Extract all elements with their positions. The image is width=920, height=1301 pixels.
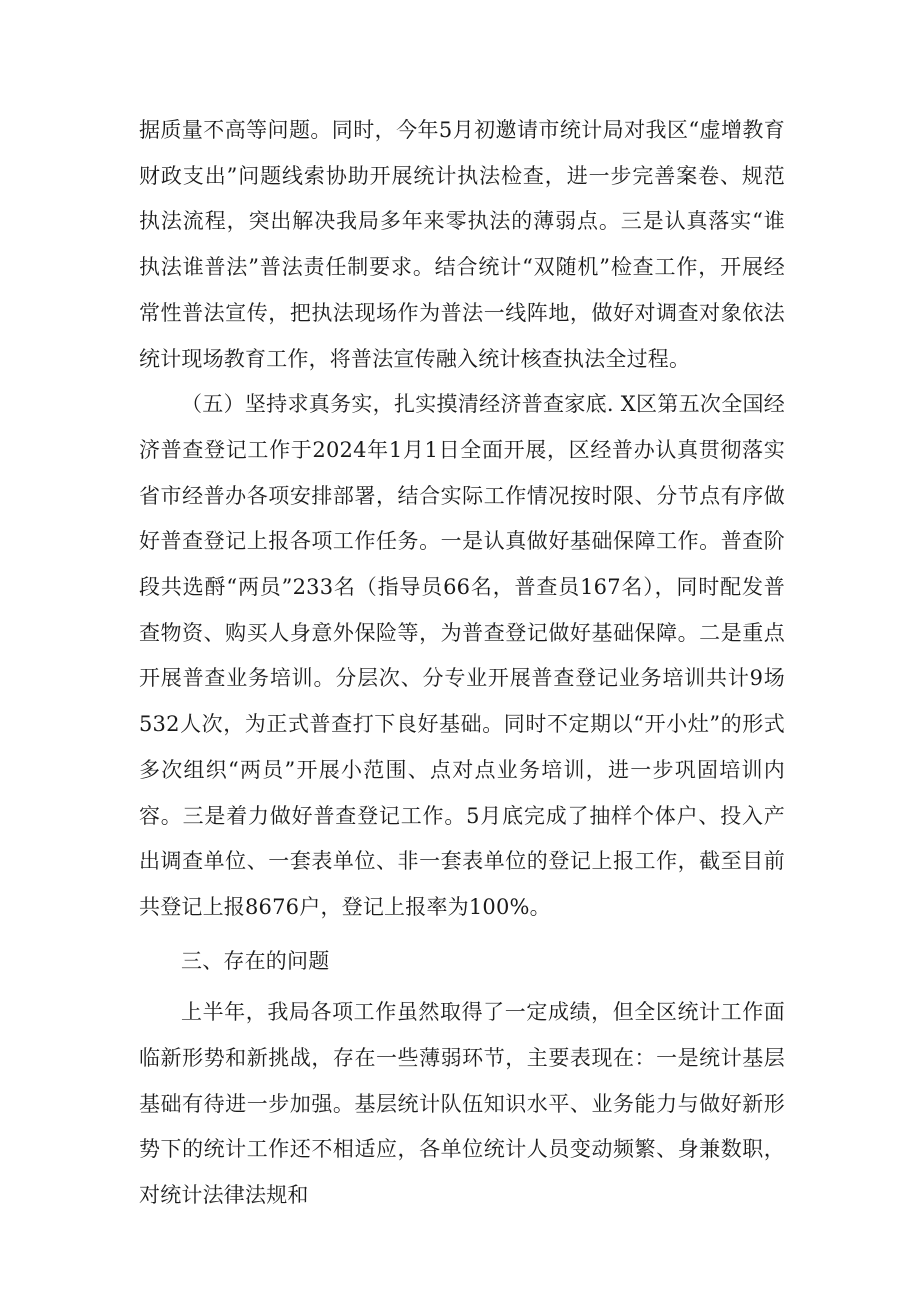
paragraph-problems: 上半年，我局各项工作虽然取得了一定成绩，但全区统计工作面临新形势和新挑战，存在一些薄弱环节，主要表现在：一是统计基层基础有待进一步加强。基层统计队伍知识水平、业务能力与做好新形势下的统计工作还不相适应，各单位统计人员变动频繁、身兼数职，对统计法律法规和: [139, 1000, 785, 1208]
document-body: [139, 108, 785, 1219]
paragraph-law-enforcement: 据质量不高等问题。同时，今年5月初邀请市统计局对我区“虚增教育财政支出”问题线索协助开展统计执法检查，进一步完善案卷、规范执法流程，突出解决我局多年来零执法的薄弱点。三是认真落实“谁执法谁普法”普法责任制要求。结合统计“双随机”检查工作，开展经常性普法宣传，把执法现场作为普法一线阵地，做好对调查对象依法统计现场教育工作，将普法宣传融入统计核查执法全过程。: [139, 118, 785, 371]
paragraph-economic-census: （五）坚持求真务实，扎实摸清经济普查家底. X区第五次全国经济普查登记工作于2024年1月1日全面开展，区经普办认真贯彻落实省市经普办各项安排部署，结合实际工作情况按时限、分节点有序做好普查登记上报各项工作任务。一是认真做好基础保障工作。普查阶段共选酹“两员”233名（指导员66名，普查员167名），同时配发普查物资、购买人身意外保险等，为普查登记做好基础保障。二是重点开展普查业务培训。分层次、分专业开展普查登记业务培训共计9场532人次，为正式普查打下良好基础。同时不定期以“开小灶”的形式多次组织“两员”开展小范围、点对点业务培训，进一步巩固培训内容。三是着力做好普查登记工作。5月底完成了抽样个体户、投入产出调查单位、一套表单位、非一套表单位的登记上报工作，截至目前共登记上报8676户，登记上报率为100%。: [139, 392, 785, 919]
section-heading-problems: 三、存在的问题: [181, 948, 330, 973]
